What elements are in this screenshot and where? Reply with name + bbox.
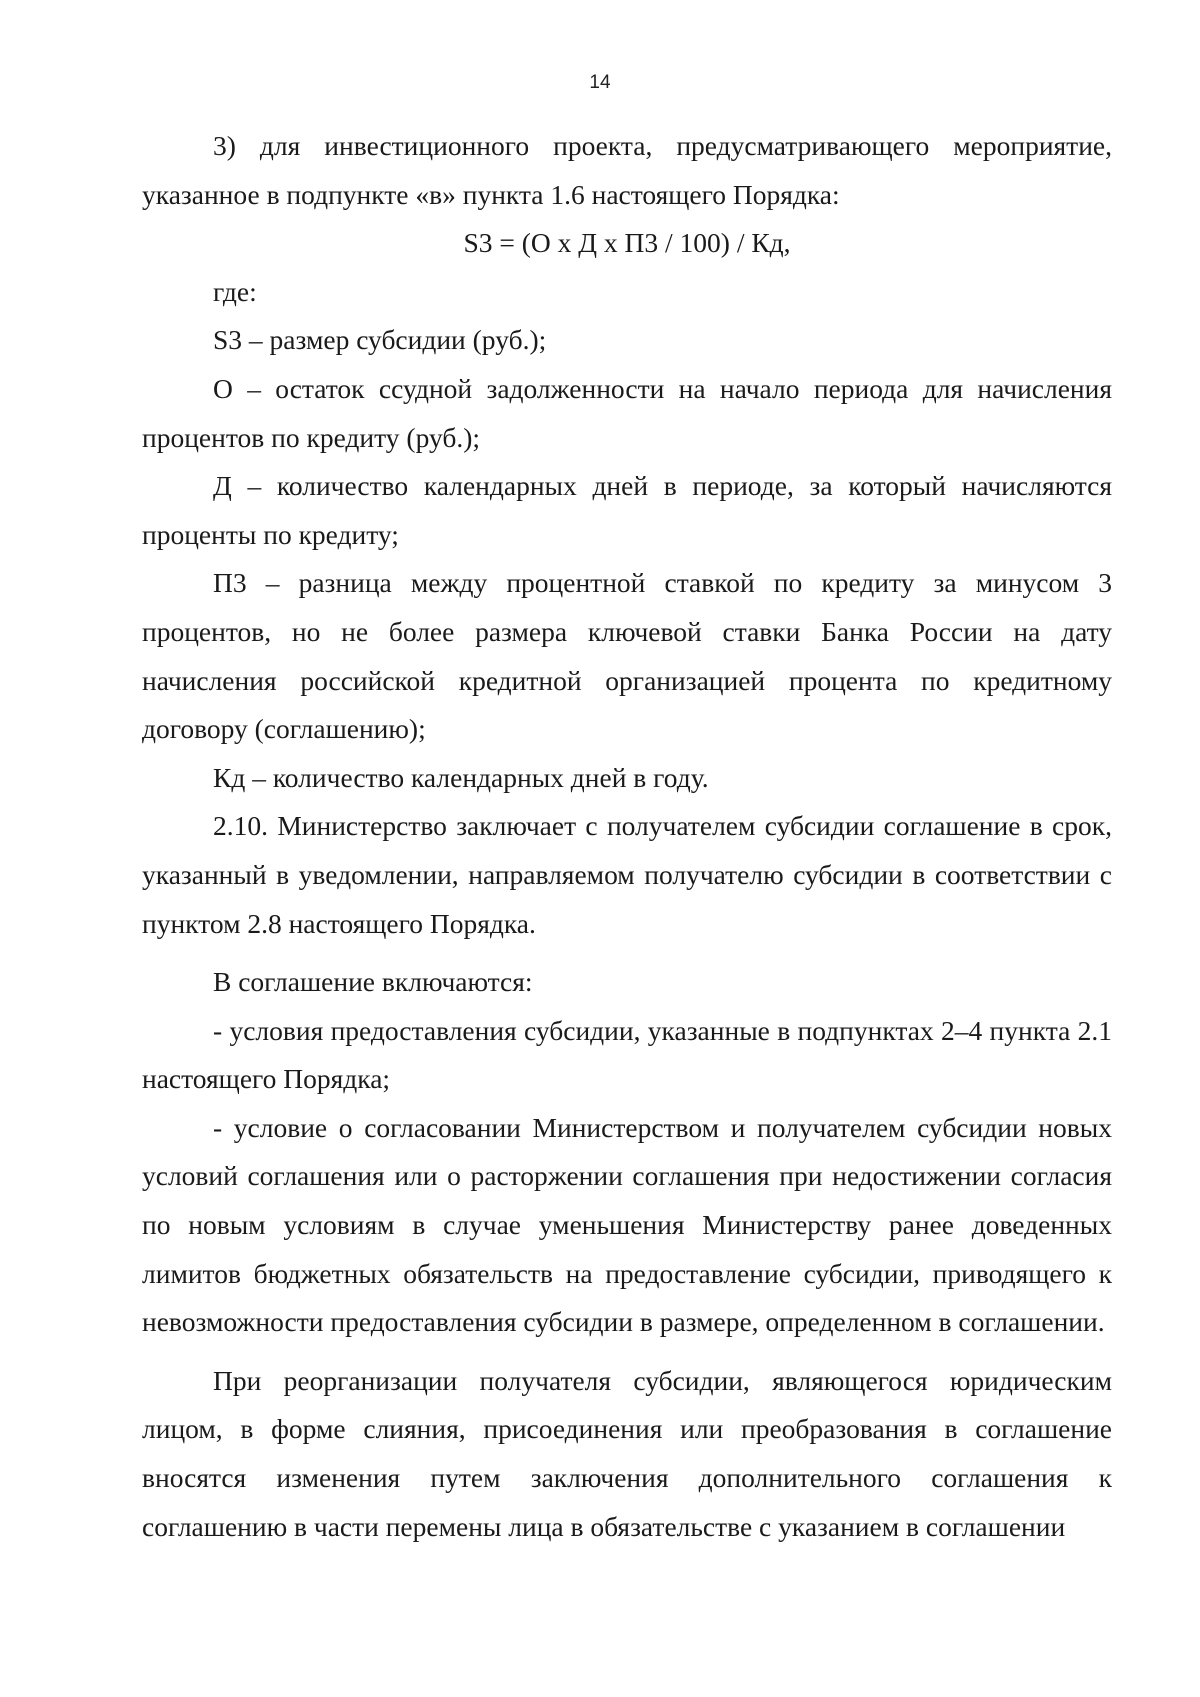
paragraph-agreement-includes: В соглашение включаются: [213, 966, 533, 998]
paragraph-2-10: 2.10. Министерство заключает с получателем субсидии соглашение в срок, указанный в уведомлении, направляемом получателю субсидии в соответствии с пунктом 2.8 настоящего Порядка. [142, 810, 1112, 939]
definition-s3: S3 – размер субсидии (руб.); [213, 324, 547, 356]
document-body [142, 122, 1112, 1551]
paragraph-reorganization: При реорганизации получателя субсидии, являющегося юридическим лицом, в форме слияния, присоединения или преобразования в соглашение вносятся изменения путем заключения дополнительного соглашения к соглашению в части перемены лица в обязательстве с указанием в соглашении [142, 1364, 1112, 1542]
paragraph-where: где: [213, 275, 257, 307]
list-item-conditions: - условия предоставления субсидии, указанные в подпунктах 2–4 пункта 2.1 настоящего Порядка; [142, 1014, 1112, 1095]
page-number: 14 [589, 72, 611, 93]
definition-o: О – остаток ссудной задолженности на начало периода для начисления процентов по кредиту (руб.); [142, 372, 1112, 453]
list-item-new-conditions: - условие о согласовании Министерством и получателем субсидии новых условий соглашения или о расторжении соглашения при недостижении согласия по новым условиям в случае уменьшения Министерству ранее доведенных лимитов бюджетных обязательств на предоставление субсидии, приводящего к невозможности предоставления субсидии в размере, определенном в соглашении. [142, 1111, 1112, 1338]
definition-d: Д – количество календарных дней в периоде, за который начисляются проценты по кредиту; [142, 470, 1112, 550]
definition-kd: Кд – количество календарных дней в году. [213, 761, 709, 793]
paragraph-investment-project-case: 3) для инвестиционного проекта, предусматривающего мероприятие, указанное в подпункте «в» пункта 1.6 настоящего Порядка: [142, 130, 1112, 210]
subsidy-formula: S3 = (О х Д х П3 / 100) / Кд, [463, 227, 791, 259]
definition-p3: П3 – разница между процентной ставкой по кредиту за минусом 3 процентов, но не более размера ключевой ставки Банка России на дату начисления российской кредитной организацией процента по кредитному договору (соглашению); [142, 567, 1112, 745]
